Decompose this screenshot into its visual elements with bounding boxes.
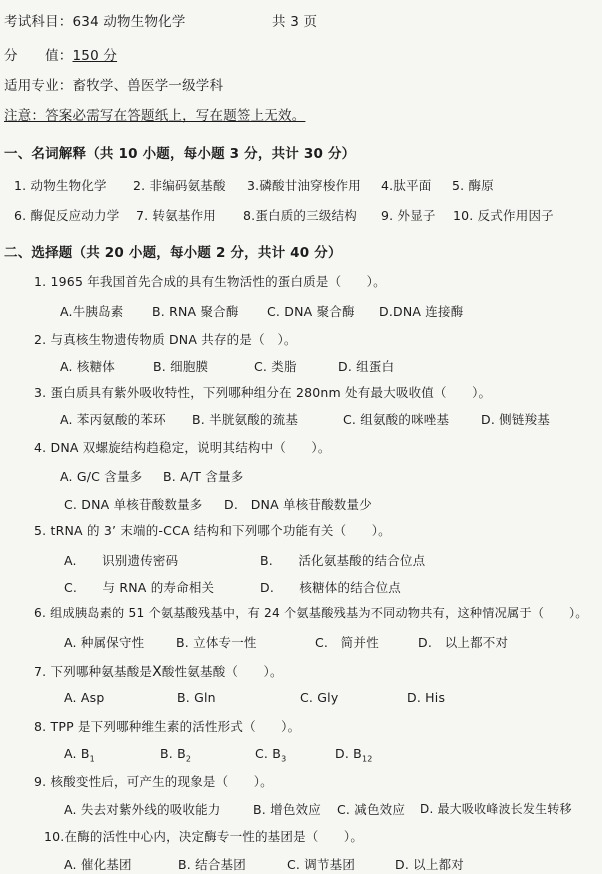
q6-option-c: C. 简并性: [315, 635, 379, 650]
q6-option-a: A. 种属保守性: [64, 635, 145, 650]
q8-option-c: [255, 746, 286, 764]
q8-option-d-text: D. B: [335, 746, 362, 761]
q2-option-a: A. 核糖体: [60, 359, 115, 374]
page-count: 共 3 页: [272, 14, 318, 30]
q3-stem: 3. 蛋白质具有紫外吸收特性，下列哪种组分在 280nm 处有最大吸收值（ ）。: [34, 385, 492, 400]
q3-option-d: D. 侧链羧基: [481, 412, 550, 427]
q9-option-c: C. 减色效应: [337, 802, 406, 817]
q4-option-c: C. DNA 单核苷酸数量多: [64, 497, 203, 512]
q7-option-a: A. Asp: [64, 690, 105, 705]
q8-option-d-sub: 12: [361, 754, 373, 764]
q10-option-b: B. 结合基团: [178, 857, 246, 872]
q9-option-a: A. 失去对紫外线的吸收能力: [64, 802, 221, 817]
q2-option-c: C. 类脂: [254, 359, 297, 374]
q2-option-d: D. 组蛋白: [338, 359, 395, 374]
term-7: 7. 转氨基作用: [136, 208, 216, 223]
term-9: 9. 外显子: [381, 208, 436, 223]
q10-stem: 10.在酶的活性中心内，决定酶专一性的基团是（ ）。: [44, 829, 364, 844]
q5-option-a: A. 识别遗传密码: [64, 553, 179, 568]
q6-option-d: D. 以上都不对: [418, 635, 509, 650]
q1-option-d: D.DNA 连接酶: [379, 304, 464, 319]
q4-stem: 4. DNA 双螺旋结构趋稳定，说明其结构中（ ）。: [34, 440, 331, 455]
answer-note: 注意：答案必需写在答题纸上，写在题签上无效。: [4, 108, 306, 124]
q8-option-a: [64, 746, 95, 764]
q9-option-b: B. 增色效应: [253, 802, 321, 817]
q6-stem: 6. 组成胰岛素的 51 个氨基酸残基中，有 24 个氨基酸残基为不同动物共有，这种情况属于（ ）。: [34, 606, 588, 620]
q2-option-b: B. 细胞膜: [153, 359, 209, 374]
term-8: 8.蛋白质的三级结构: [243, 208, 357, 223]
term-3: 3.磷酸甘油穿梭作用: [247, 178, 361, 193]
term-1: 1. 动物生物化学: [14, 178, 107, 193]
section2-title: 二、选择题（共 20 小题，每小题 2 分，共计 40 分）: [4, 245, 342, 261]
q4-option-d: D. DNA 单核苷酸数量少: [224, 497, 372, 512]
q4-option-a: A. G/C 含量多: [60, 469, 143, 484]
term-10: 10. 反式作用因子: [453, 208, 554, 223]
score-label: 分 值：: [4, 48, 73, 64]
q3-option-c: C. 组氨酸的咪唑基: [343, 412, 450, 427]
q4-option-b: B. A/T 含量多: [163, 469, 244, 484]
q5-option-b: B. 活化氨基酸的结合位点: [260, 553, 426, 568]
term-2: 2. 非编码氨基酸: [133, 178, 226, 193]
q9-stem: 9. 核酸变性后，可产生的现象是（ ）。: [34, 774, 273, 789]
q7-stem: [34, 662, 283, 680]
q3-option-a: A. 苯丙氨酸的苯环: [60, 412, 166, 427]
q8-option-d: [335, 746, 373, 764]
q8-option-c-text: C. B: [255, 746, 282, 761]
q5-stem: 5. tRNA 的 3’ 末端的-CCA 结构和下列哪个功能有关（ ）。: [34, 523, 391, 538]
q5-option-d: D. 核糖体的结合位点: [260, 580, 401, 595]
q8-option-a-text: A. B: [64, 746, 90, 761]
score-line: [4, 44, 117, 64]
q2-stem: 2. 与真核生物遗传物质 DNA 共存的是（ ）。: [34, 332, 297, 347]
q7-stem-post: 酸性氨基酸（ ）。: [161, 664, 283, 679]
subject-label: 考试科目：: [4, 14, 73, 30]
major-line: [4, 74, 223, 94]
subject-value: 634 动物生物化学: [72, 14, 186, 30]
q3-option-b: B. 半胱氨酸的巯基: [192, 412, 299, 427]
q8-option-b-sub: 2: [185, 754, 192, 764]
q8-option-b-text: B. B: [160, 746, 186, 761]
term-4: 4.肽平面: [381, 178, 432, 193]
handwritten-cross-mark: [152, 664, 162, 680]
q1-option-c: C. DNA 聚合酶: [267, 304, 355, 319]
q7-option-c: C. Gly: [300, 690, 339, 705]
term-5: 5. 酶原: [452, 178, 494, 193]
q7-option-b: B. Gln: [177, 690, 216, 705]
q10-option-c: C. 调节基团: [287, 857, 356, 872]
q1-stem: 1. 1965 年我国首先合成的具有生物活性的蛋白质是（ ）。: [34, 274, 386, 289]
q7-option-d: D. His: [407, 690, 446, 705]
score-value: 150 分: [72, 48, 118, 64]
section1-title: 一、名词解释（共 10 小题，每小题 3 分，共计 30 分）: [4, 146, 356, 162]
q7-stem-pre: 7. 下列哪种氨基酸是: [34, 664, 153, 679]
q10-option-d: D. 以上都对: [395, 857, 464, 872]
major-label: 适用专业：: [4, 78, 73, 94]
q8-option-b: [160, 746, 191, 764]
q8-option-a-sub: 1: [89, 754, 95, 764]
q9-option-d: D. 最大吸收峰波长发生转移: [420, 802, 572, 816]
q5-option-c: C. 与 RNA 的寿命相关: [64, 580, 215, 595]
q8-stem: 8. TPP 是下列哪种维生素的活性形式（ ）。: [34, 719, 301, 734]
q1-option-a: A.牛胰岛素: [60, 304, 124, 319]
term-6: 6. 酶促反应动力学: [14, 208, 120, 223]
q10-option-a: A. 催化基团: [64, 857, 132, 872]
q6-option-b: B. 立体专一性: [176, 635, 257, 650]
q7-struck-mark: X: [152, 664, 162, 680]
major-value: 畜牧学、兽医学一级学科: [72, 78, 224, 94]
subject-line: [4, 10, 186, 30]
q8-option-c-sub: 3: [281, 754, 287, 764]
q1-option-b: B. RNA 聚合酶: [152, 304, 239, 319]
